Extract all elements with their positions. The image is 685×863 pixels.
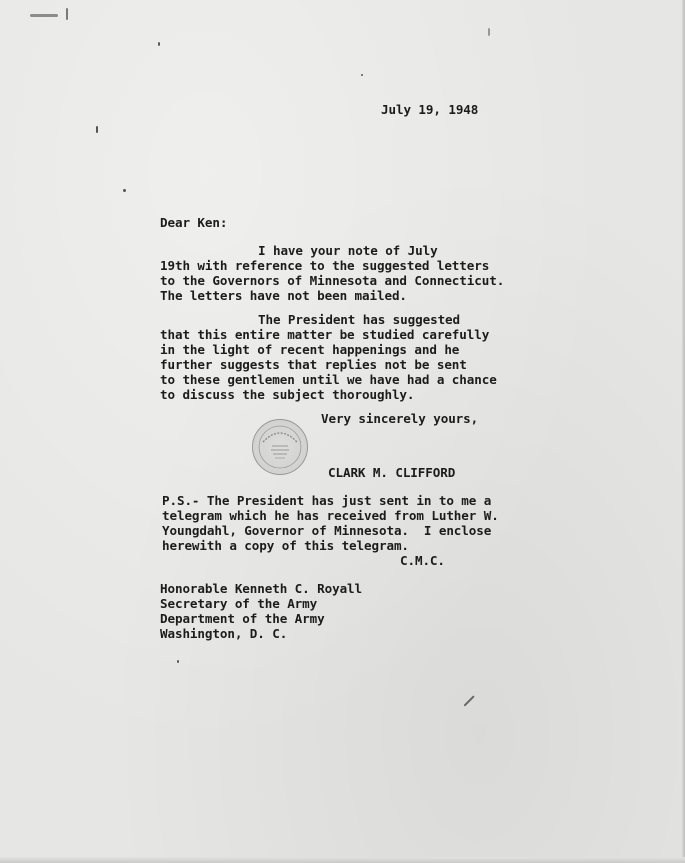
paragraph-2-line: to discuss the subject thoroughly. <box>160 387 415 402</box>
postscript-line: P.S.- The President has just sent in to me a <box>162 493 492 508</box>
closing: Very sincerely yours, <box>321 411 479 426</box>
paragraph-2-line: to these gentlemen until we have had a chance <box>160 372 497 387</box>
paragraph-2-line: that this entire matter be studied carefully <box>160 327 490 342</box>
scan-mark <box>96 126 98 133</box>
scan-mark <box>361 74 363 76</box>
scan-mark <box>463 695 474 706</box>
postscript-initials: C.M.C. <box>400 553 445 568</box>
postscript-line: Youngdahl, Governor of Minnesota. I enclose <box>162 523 492 538</box>
address-line: Washington, D. C. <box>160 626 288 641</box>
scan-mark <box>488 28 490 36</box>
postscript-line: herewith a copy of this telegram. <box>162 538 409 553</box>
scan-mark <box>66 8 68 20</box>
letter-date: July 19, 1948 <box>381 102 479 117</box>
signature-name: CLARK M. CLIFFORD <box>328 465 456 480</box>
address-line: Honorable Kenneth C. Royall <box>160 581 363 596</box>
paragraph-1-line: The letters have not been mailed. <box>160 288 407 303</box>
postscript-line: telegram which he has received from Luther W. <box>162 508 499 523</box>
paragraph-1-line: 19th with reference to the suggested letters <box>160 258 490 273</box>
scan-mark <box>123 189 126 192</box>
salutation: Dear Ken: <box>160 215 228 230</box>
address-line: Secretary of the Army <box>160 596 318 611</box>
archive-stamp <box>252 419 308 475</box>
paragraph-2-line: in the light of recent happenings and he <box>160 342 460 357</box>
page-edge <box>0 857 685 863</box>
paragraph-1-line: I have your note of July <box>258 243 438 258</box>
scan-mark <box>158 42 160 46</box>
scan-mark <box>30 14 58 17</box>
address-line: Department of the Army <box>160 611 325 626</box>
scan-mark <box>177 660 179 663</box>
paragraph-2-line: The President has suggested <box>258 312 461 327</box>
paragraph-1-line: to the Governors of Minnesota and Connecticut. <box>160 273 505 288</box>
paragraph-2-line: further suggests that replies not be sent <box>160 357 467 372</box>
